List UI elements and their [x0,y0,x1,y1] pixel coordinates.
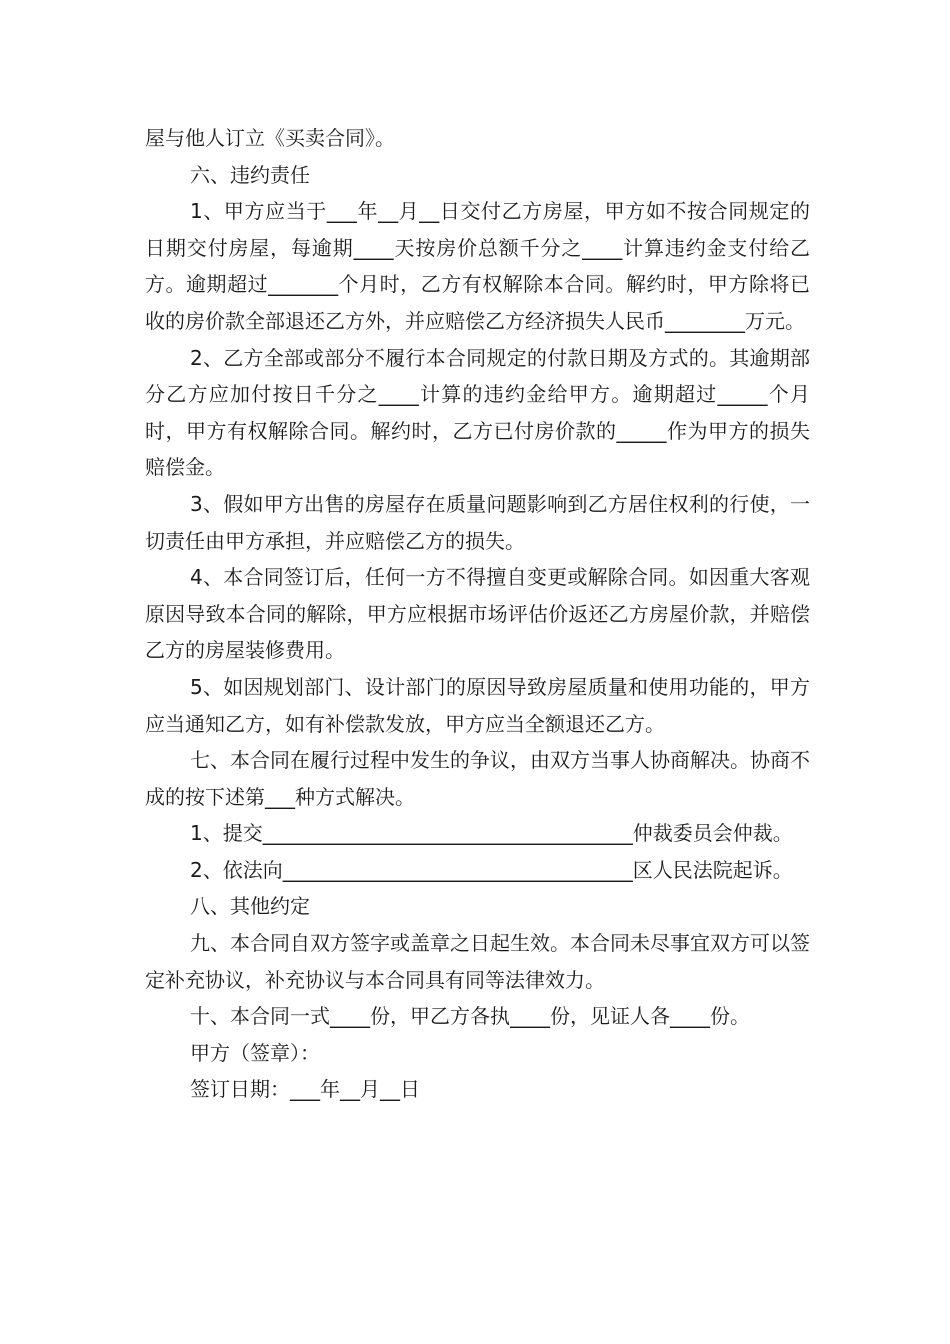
clause-delivery-penalty: 1、甲方应当于___年__月__日交付乙方房屋，甲方如不按合同规定的日期交付房屋，每逾期____天按房价总额千分之____计算违约金支付给乙方。逾期超过_______个月时，乙方有权解除本合同。解约时，甲方除将已收的房价款全部退还乙方外，并应赔偿乙方经济损失人民币________万元。 [145,199,810,333]
clause-arbitration: 1、提交_____________________________________仲裁委员会仲裁。 [190,821,793,846]
clause-quality: 3、假如甲方出售的房屋存在质量问题影响到乙方居住权利的行使，一切责任由甲方承担，并应赔偿乙方的损失。 [145,491,810,553]
contract-body [145,120,810,1108]
clause-no-modification: 4、本合同签订后，任何一方不得擅自变更或解除合同。如因重大客观原因导致本合同的解除，甲方应根据市场评估价返还乙方房屋价款，并赔偿乙方的房屋装修费用。 [145,565,810,663]
signature-party-a: 甲方（签章）： [190,1040,320,1065]
paragraph-continuation: 屋与他人订立《买卖合同》。 [145,126,395,150]
clause-lawsuit: 2、依法向___________________________________区人民法院起诉。 [190,857,793,882]
signing-date: 签订日期：___年__月__日 [190,1077,420,1102]
section-other: 八、其他约定 [190,894,310,919]
section-effectiveness: 九、本合同自双方签字或盖章之日起生效。本合同未尽事宜双方可以签定补充协议，补充协议与本合同具有同等法律效力。 [145,931,810,992]
clause-planning: 5、如因规划部门、设计部门的原因导致房屋质量和使用功能的，甲方应当通知乙方，如有补偿款发放，甲方应当全额退还乙方。 [145,674,810,736]
section-heading-breach: 六、违约责任 [190,162,310,187]
section-dispute: 七、本合同在履行过程中发生的争议，由双方当事人协商解决。协商不成的按下述第___种方式解决。 [145,748,810,809]
clause-payment-penalty: 2、乙方全部或部分不履行本合同规定的付款日期及方式的。其逾期部分乙方应加付按日千分之____计算的违约金给甲方。逾期超过_____个月时，甲方有权解除合同。解约时，乙方已付房价款的_____作为甲方的损失赔偿金。 [145,345,810,480]
section-copies: 十、本合同一式____份，甲乙方各执____份，见证人各____份。 [190,1004,750,1029]
